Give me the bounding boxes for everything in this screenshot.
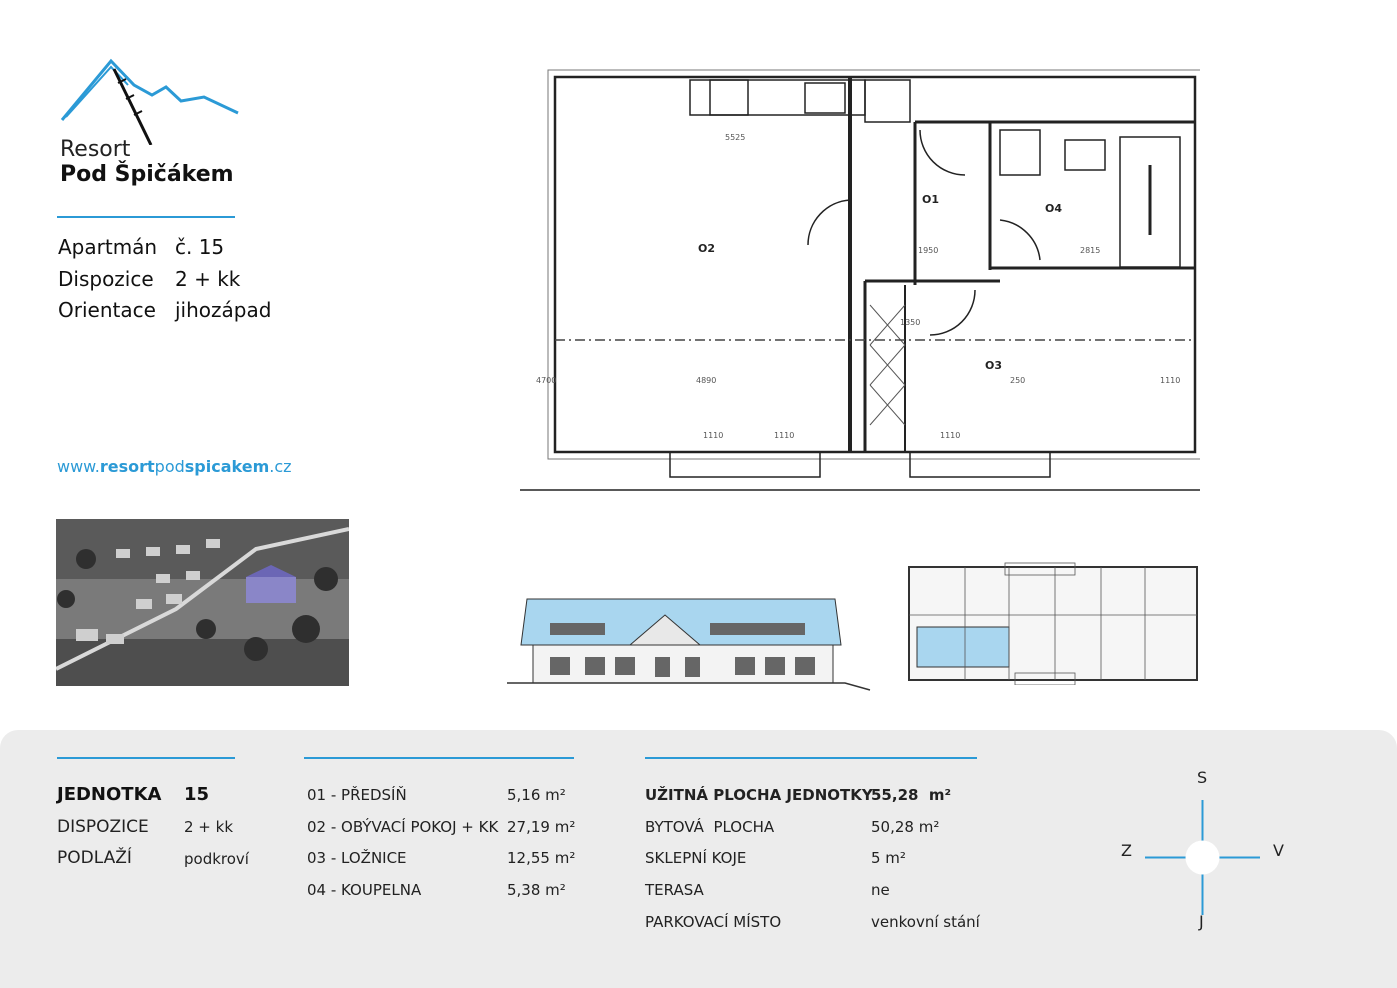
- area-label: SKLEPNÍ KOJE: [645, 849, 747, 867]
- info-orientation: [58, 298, 271, 322]
- room-area: 5,38 m²: [507, 881, 566, 899]
- website-suffix: .cz: [269, 457, 292, 476]
- dimension: 1950: [918, 246, 939, 255]
- dimension: 1110: [940, 431, 961, 440]
- room-area: 5,16 m²: [507, 786, 566, 804]
- website-part: resort: [99, 457, 155, 476]
- room-area: 27,19 m²: [507, 818, 576, 836]
- info-apartment: [58, 235, 224, 259]
- dimension: 1110: [703, 431, 724, 440]
- area-label: TERASA: [645, 881, 704, 899]
- website-part: pod: [154, 457, 185, 476]
- divider: [57, 216, 235, 218]
- dimension: 250: [1010, 376, 1026, 385]
- room-label: O1: [922, 193, 940, 206]
- dimension: 1350: [900, 318, 921, 327]
- info-label: Dispozice: [58, 267, 154, 291]
- area-value: 50,28 m²: [871, 818, 940, 836]
- unit-label: JEDNOTKA: [57, 784, 162, 805]
- website-prefix: www.: [57, 457, 100, 476]
- dimension: 1110: [774, 431, 795, 440]
- floor-value: podkroví: [184, 850, 249, 868]
- info-label: Orientace: [58, 298, 156, 322]
- area-value: 55,28 m²: [871, 786, 952, 804]
- room-name: 03 - LOŽNICE: [307, 849, 407, 867]
- room-name: 01 - PŘEDSÍŇ: [307, 786, 407, 804]
- compass-icon: [1145, 800, 1260, 915]
- area-label: PARKOVACÍ MÍSTO: [645, 913, 782, 931]
- info-disposition: [58, 267, 240, 291]
- info-value: jihozápad: [175, 298, 272, 322]
- room-label: O4: [1045, 202, 1063, 215]
- area-value: 5 m²: [871, 849, 906, 867]
- floor-label: PODLAŽÍ: [57, 848, 132, 868]
- room-name: 04 - KOUPELNA: [307, 881, 422, 899]
- divider: [304, 757, 574, 759]
- info-value: 2 + kk: [175, 267, 241, 291]
- compass-south: J: [1199, 912, 1204, 931]
- disposition-value: 2 + kk: [184, 818, 234, 836]
- area-label: UŽITNÁ PLOCHA JEDNOTKY: [645, 786, 873, 804]
- website-link[interactable]: [57, 457, 292, 476]
- disposition-label: DISPOZICE: [57, 817, 149, 837]
- floor-key-plan: [905, 555, 1200, 685]
- dimension: 4700: [536, 376, 557, 385]
- room-name: 02 - OBÝVACÍ POKOJ + KK: [307, 818, 499, 836]
- dimension: 5525: [725, 133, 746, 142]
- area-value: venkovní stání: [871, 913, 980, 931]
- logo-line-2: Pod Špičákem: [60, 162, 234, 187]
- compass-west: Z: [1121, 841, 1132, 860]
- divider: [57, 757, 235, 759]
- compass-east: V: [1273, 841, 1284, 860]
- dimension: 4890: [696, 376, 717, 385]
- area-label: BYTOVÁ PLOCHA: [645, 818, 775, 836]
- aerial-photo: [56, 519, 349, 686]
- room-label: O2: [698, 242, 716, 255]
- dimension: 1110: [1160, 376, 1181, 385]
- divider: [645, 757, 977, 759]
- compass-north: S: [1197, 768, 1208, 787]
- mountain-logo-icon: [56, 55, 246, 145]
- unit-value: 15: [184, 784, 210, 805]
- dimension: 2815: [1080, 246, 1101, 255]
- floor-plan: [520, 55, 1200, 495]
- info-value: č. 15: [175, 235, 225, 259]
- website-part: spicakem: [184, 457, 270, 476]
- info-label: Apartmán: [58, 235, 158, 259]
- building-elevation: [505, 595, 875, 695]
- logo-line-1: Resort: [60, 137, 131, 162]
- room-area: 12,55 m²: [507, 849, 576, 867]
- room-label: O3: [985, 359, 1003, 372]
- area-value: ne: [871, 881, 890, 899]
